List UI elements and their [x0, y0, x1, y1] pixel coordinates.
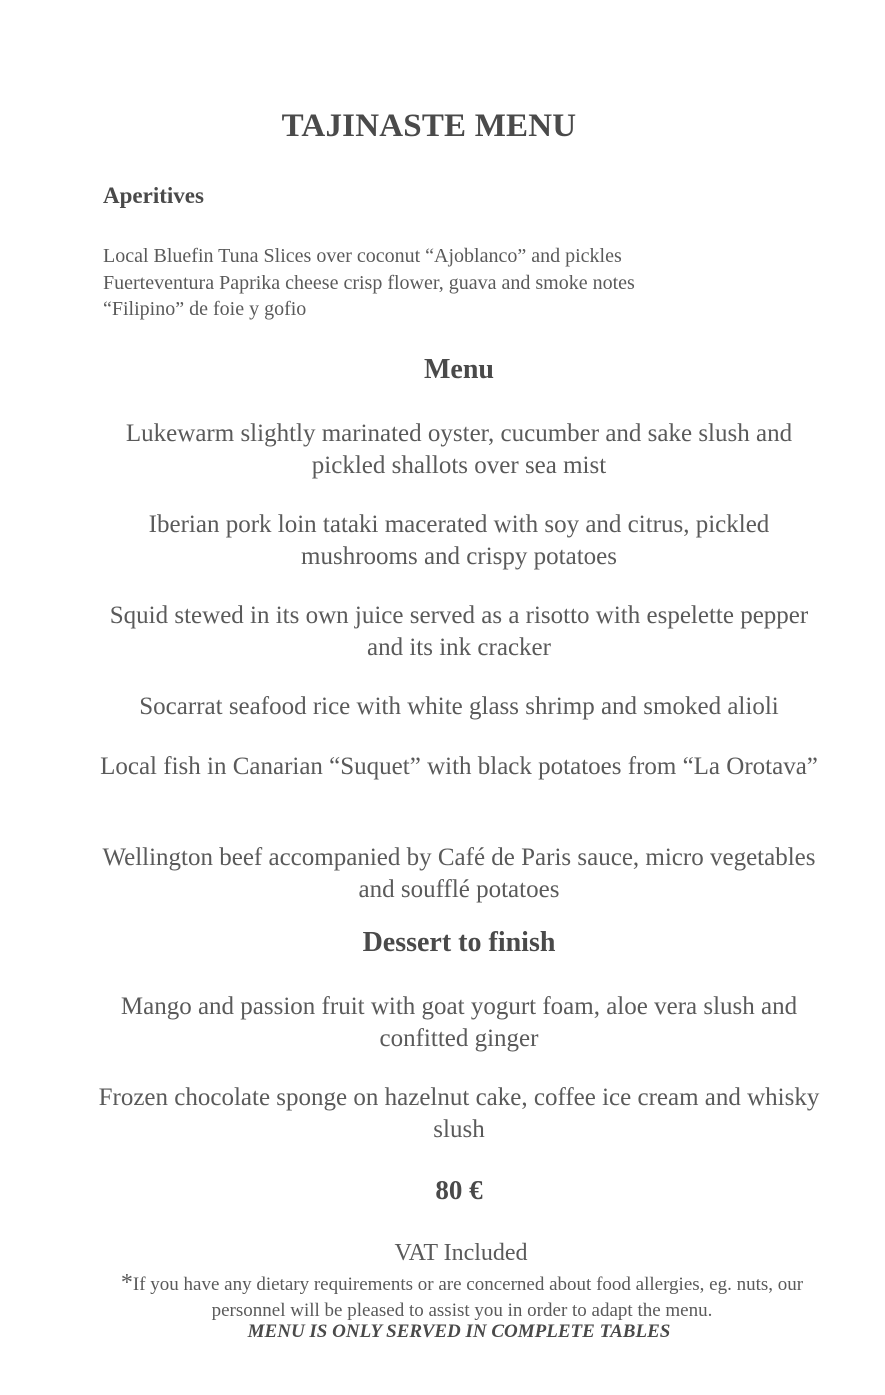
menu-heading: Menu [424, 354, 494, 385]
asterisk: * [120, 1270, 133, 1296]
vat-note: VAT Included [394, 1240, 528, 1266]
aperitive-item: “Filipino” de foie y gofio [103, 298, 307, 320]
allergy-note-text: If you have any dietary requirements or are concerned about food allergies, eg. nuts, our personnel will be pleased to assist you in order to adapt the menu. [132, 1274, 804, 1321]
menu-dish: Lukewarm slightly marinated oyster, cucumber and sake slush and pickled shallots over sea mist [125, 420, 793, 479]
menu-dish: Local fish in Canarian “Suquet” with black potatoes from “La Orotava” [100, 753, 818, 780]
dessert-dish: Mango and passion fruit with goat yogurt foam, aloe vera slush and confitted ginger [120, 993, 798, 1052]
menu-dish: Wellington beef accompanied by Café de Paris sauce, micro vegetables and soufflé potatoes [102, 844, 816, 903]
aperitives-list [103, 243, 635, 323]
complete-tables-note: MENU IS ONLY SERVED IN COMPLETE TABLES [247, 1321, 671, 1342]
menu-dish: Squid stewed in its own juice served as a risotto with espelette pepper and its ink cracker [109, 602, 809, 661]
dessert-heading: Dessert to finish [362, 927, 556, 958]
aperitives-heading: Aperitives [103, 183, 204, 208]
menu-title: TAJINASTE MENU [281, 108, 577, 144]
price: 80 € [435, 1175, 483, 1205]
aperitive-item: Fuerteventura Paprika cheese crisp flower, guava and smoke notes [103, 271, 635, 294]
menu-dish: Socarrat seafood rice with white glass shrimp and smoked alioli [139, 693, 779, 720]
aperitive-item: Local Bluefin Tuna Slices over coconut “Ajoblanco” and pickles [103, 245, 622, 267]
allergy-note [95, 1270, 829, 1324]
dessert-dish: Frozen chocolate sponge on hazelnut cake, coffee ice cream and whisky slush [98, 1084, 820, 1143]
menu-dish: Iberian pork loin tataki macerated with soy and citrus, pickled mushrooms and crispy potatoes [148, 511, 770, 570]
